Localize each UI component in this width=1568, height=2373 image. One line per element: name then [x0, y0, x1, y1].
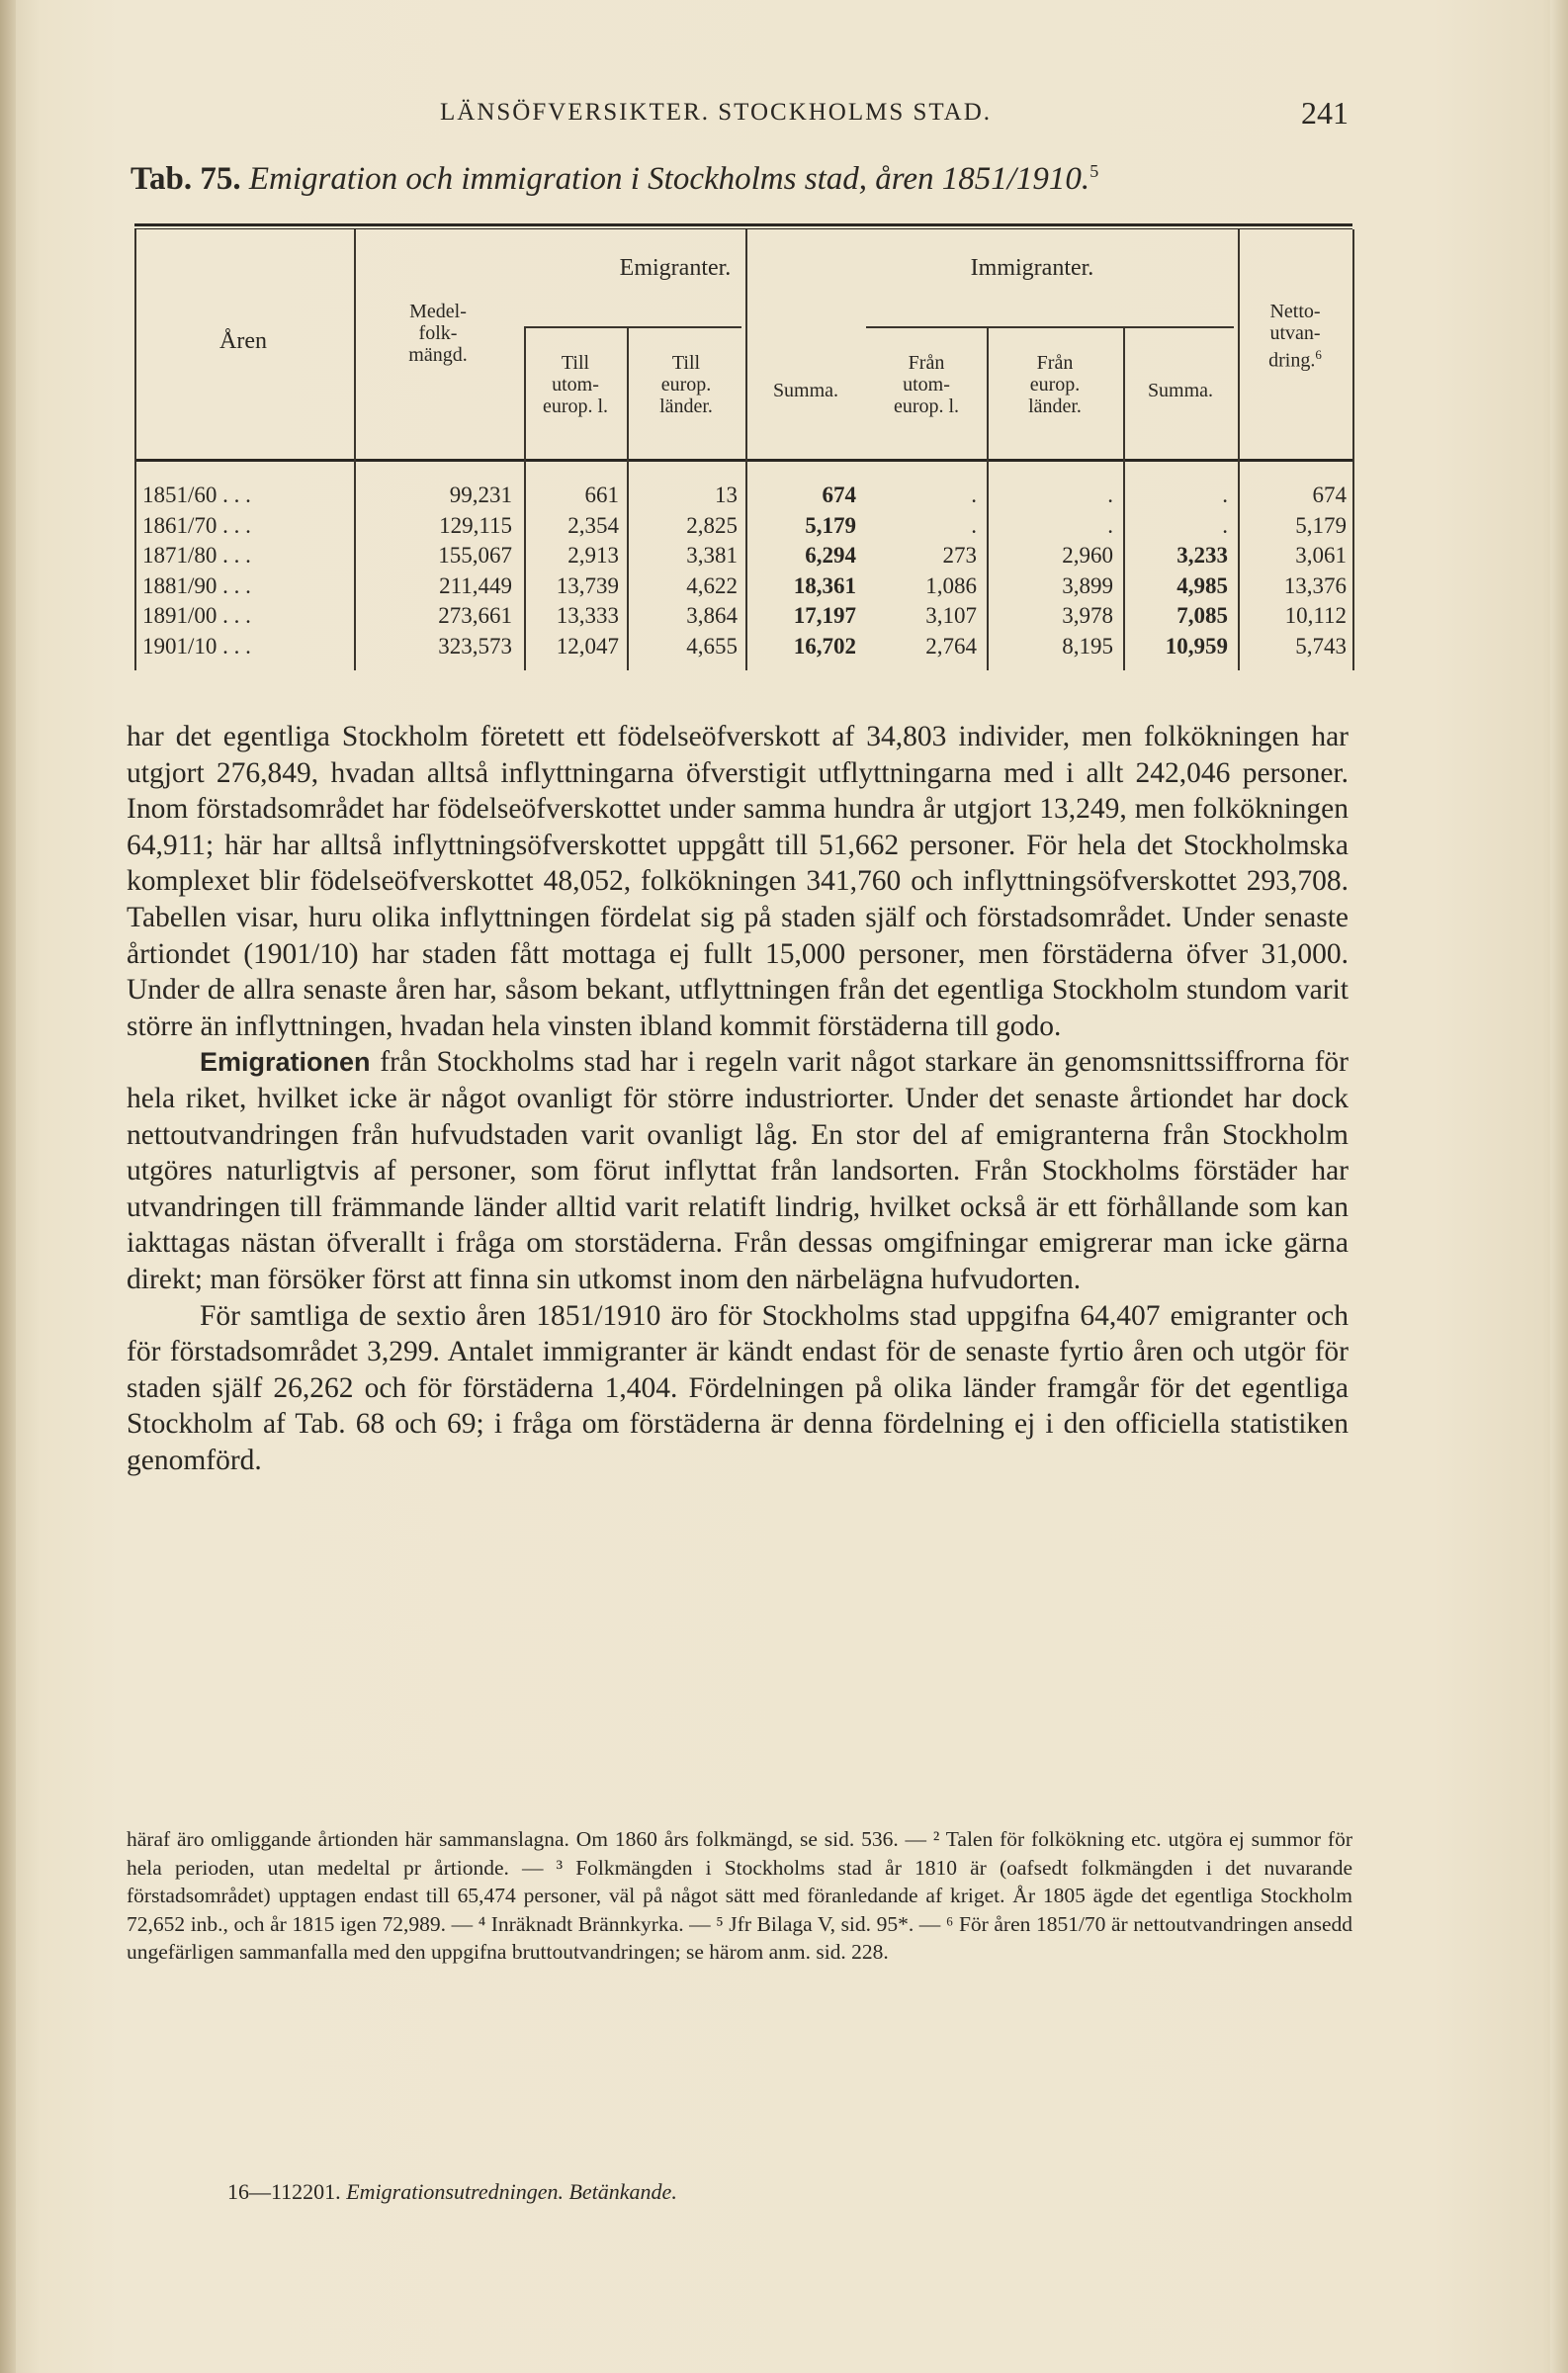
table-cell-e1: 12,047 [556, 633, 619, 659]
table-cell-e1: 2,354 [567, 512, 619, 538]
table-cell-year: 1891/00 . . . [142, 603, 251, 628]
page-spine-shadow [0, 0, 16, 2373]
header-line: utvan- [1269, 322, 1321, 344]
table-label: Tab. 75. [131, 161, 241, 197]
table-cell-pop: 99,231 [449, 483, 512, 507]
table-cell-is: 4,985 [1176, 572, 1228, 598]
header-population-line: Medel- [409, 301, 467, 322]
header-line: Från [908, 352, 945, 374]
header-imm-noneuro [866, 352, 987, 417]
header-population-line: folk- [418, 322, 458, 344]
header-emi-sum: Summa. [772, 380, 839, 401]
header-line: dring. [1268, 349, 1316, 372]
table-cell-e1: 2,913 [567, 543, 619, 568]
printer-signature [227, 2179, 677, 2205]
table-cell-i1: 273 [942, 543, 977, 568]
table-top-rule-thin [134, 228, 1352, 229]
header-immigrants: Immigranter. [970, 255, 1094, 281]
table-cell-net: 5,743 [1295, 633, 1347, 659]
table-cell-i1: . [971, 483, 977, 507]
table-cell-net: 674 [1312, 483, 1347, 507]
header-imm-euro [987, 352, 1123, 417]
table-cell-i1: 1,086 [925, 572, 977, 598]
table-cell-i1: 2,764 [925, 633, 977, 659]
header-line: Till [671, 352, 701, 374]
table-cell-year: 1881/90 . . . [142, 572, 251, 598]
table-cell-e1: 13,739 [556, 572, 619, 598]
header-net-footnote-mark: 6 [1315, 347, 1322, 362]
paragraph-1: har det egentliga Stockholm företett ett födelseöfverskott af 34,803 individer, men folkökningen har utgjort 276,849, hvadan alltså inflyttningarna öfverstigit utflyttningarna med i allt 242,046 personer. Inom förstadsområdet har födelseöfverskottet under samma hundra år utgjort 13,249, men folkökningen 64,911; här har alltså inflyttningsöfverskottet uppgått till 51,662 personer. För hela det Stockholmska komplexet blir födelseöfverskottet 48,052, folkökningen 341,760 och inflyttningsöfverskottet 293,708. Tabellen visar, huru olika inflyttningen fördelat sig på staden själf och förstadsområdet. Under senaste årtiondet (1901/10) har staden fått mottaga ej fullt 15,000 personer, men förstäderna öfver 31,000. Under de allra senaste åren har, såsom bekant, utflyttningen från det egentliga Stockholm stundom varit större än inflyttningen, hvadan hela vinsten ibland kommit förstäderna till godo. [127, 721, 1349, 1042]
table-cell-net: 10,112 [1284, 603, 1347, 628]
running-head-title: LÄNSÖFVERSIKTER. STOCKHOLMS STAD. [440, 99, 993, 126]
table-cell-i2: 3,899 [1062, 572, 1113, 598]
table-cell-pop: 155,067 [438, 543, 512, 568]
table-header-rule [134, 459, 1352, 462]
header-line: Netto- [1269, 301, 1321, 322]
table-cell-i2: 2,960 [1062, 543, 1113, 568]
table-cell-i2: . [1107, 512, 1113, 538]
table-cell-is: 3,233 [1176, 543, 1228, 568]
header-net [1238, 301, 1352, 372]
table-cell-pop: 273,661 [438, 603, 512, 628]
table-cell-e2: 13 [715, 483, 738, 507]
table-title: Emigration och immigration i Stockholms stad, åren 1851/1910. [248, 161, 1090, 197]
table-cell-e2: 4,655 [686, 633, 738, 659]
header-line: Till [561, 352, 590, 374]
table-cell-pop: 323,573 [438, 633, 512, 659]
table-cell-i2: 3,978 [1062, 603, 1113, 628]
table-cell-pop: 211,449 [439, 572, 512, 598]
table-cell-es: 674 [822, 483, 856, 507]
table-cell-net: 13,376 [1283, 572, 1347, 598]
header-population [354, 301, 522, 366]
table-cell-year: 1851/60 . . . [142, 483, 251, 507]
header-emi-euro [627, 352, 745, 417]
footnotes [127, 1825, 1352, 1967]
table-vline [134, 229, 136, 670]
table-cell-year: 1901/10 . . . [142, 633, 251, 659]
table-cell-i2: . [1107, 483, 1113, 507]
signature-sheet: 16—112201. [227, 2179, 341, 2204]
signature-title: Emigrationsutredningen. Betänkande. [346, 2179, 677, 2204]
table-cell-is: . [1222, 512, 1228, 538]
paragraph-3: För samtliga de sextio åren 1851/1910 äro för Stockholms stad uppgifna 64,407 emigranter och för förstadsområdet 3,299. Antalet immigranter är kändt endast för de senaste fyrtio åren och utgör för staden själf 26,262 och för förstäderna 1,404. Fördelningen på olika länder framgår för det egentliga Stockholm af Tab. 68 och 69; i fråga om förstäderna är denna fördelning ej i den officiella statistiken genomförd. [127, 1299, 1349, 1476]
table-cell-e1: 13,333 [556, 603, 619, 628]
table-vline [1352, 229, 1354, 670]
table-cell-i1: . [971, 512, 977, 538]
footnote-text: häraf äro omliggande årtionden här sammanslagna. Om 1860 års folkmängd, se sid. 536. — ² Talen för folkökning etc. utgöra ej summor för hela perioden, utan medeltal pr årtionde. — ³ Folkmängden i Stockholms stad år 1810 är (oafsedt folkmängden i det nuvarande förstadsområdet) upptagen endast till 65,474 personer, väl på något sätt med föranledande af kriget. År 1805 ägde det egentliga Stockholm 72,652 inb., och år 1815 igen 72,989. — ⁴ Inräknadt Brännkyrka. — ⁵ Jfr Bilaga V, sid. 95*. — ⁶ För åren 1851/70 är nettoutvandringen ansedd ungefärligen sammanfalla med den uppgifna bruttoutvandringen; se härom anm. sid. 228. [127, 1827, 1352, 1964]
paragraph-2 [127, 1044, 1349, 1297]
table-cell-es: 6,294 [805, 543, 856, 568]
page-edge [1550, 0, 1568, 2373]
table-cell-e1: 661 [584, 483, 619, 507]
table-cell-e2: 3,381 [686, 543, 738, 568]
header-line: europ. [1029, 374, 1081, 396]
body-text [127, 719, 1349, 1478]
header-line: länder. [659, 396, 713, 417]
table-cell-e2: 4,622 [686, 572, 738, 598]
table-cell-e2: 3,864 [686, 603, 738, 628]
header-line: europ. [660, 374, 712, 396]
table-cell-is: 7,085 [1176, 603, 1228, 628]
table-title-footnote-mark: 5 [1089, 161, 1099, 181]
header-imm-sum: Summa. [1147, 380, 1214, 401]
table-cell-pop: 129,115 [439, 512, 512, 538]
table-cell-is: 10,959 [1165, 633, 1228, 659]
table-cell-i2: 8,195 [1062, 633, 1113, 659]
header-line: europ. l. [542, 396, 609, 417]
table-cell-net: 3,061 [1295, 543, 1347, 568]
table-cell-es: 17,197 [793, 603, 856, 628]
table-cell-e2: 2,825 [686, 512, 738, 538]
header-emigrants: Emigranter. [619, 255, 732, 281]
paragraph-2-lead: Emigrationen [200, 1047, 371, 1078]
page-number: 241 [1301, 95, 1349, 131]
table-cell-year: 1861/70 . . . [142, 512, 251, 538]
header-emi-noneuro [524, 352, 627, 417]
table-cell-year: 1871/80 . . . [142, 543, 251, 568]
table-cell-i1: 3,107 [925, 603, 977, 628]
table-cell-es: 5,179 [805, 512, 856, 538]
header-line: länder. [1028, 396, 1082, 417]
header-population-line: mängd. [408, 344, 468, 366]
table-cell-es: 18,361 [793, 572, 856, 598]
paragraph-2-text: från Stockholms stad har i regeln varit något starkare än genomsnittssiffrorna för hela riket, hvilket icke är något ovanligt för större industriorter. Under det senaste årtiondet har dock nettoutvandringen från hufvudstaden varit ovanligt låg. En stor del af emigranterna från Stockholm utgöres naturligtvis af personer, som förut inflyttat från landsorten. Från Stockholms förstäder har utvandringen till främmande länder alltid varit relatift lindrig, hvilket också är ett förhållande som kan iakttagas nästan öfverallt i fråga om storstäderna. Från dessas omgifningar emigrerar man icke gärna direkt; man försöker först att finna sin utkomst inom den närbelägna hufvudorten. [127, 1046, 1349, 1295]
emigration-table [134, 223, 1352, 678]
table-cell-es: 16,702 [793, 633, 856, 659]
header-line: utom- [903, 374, 950, 396]
running-head [0, 95, 1568, 134]
table-cell-net: 5,179 [1295, 512, 1347, 538]
header-line: Från [1036, 352, 1074, 374]
table-caption [131, 161, 1098, 198]
table-top-rule [134, 223, 1352, 226]
emigrants-group-rule [524, 326, 741, 328]
immigrants-group-rule [866, 326, 1234, 328]
header-years: Åren [219, 328, 267, 354]
header-line: utom- [552, 374, 599, 396]
table-cell-is: . [1222, 483, 1228, 507]
header-line: europ. l. [893, 396, 960, 417]
